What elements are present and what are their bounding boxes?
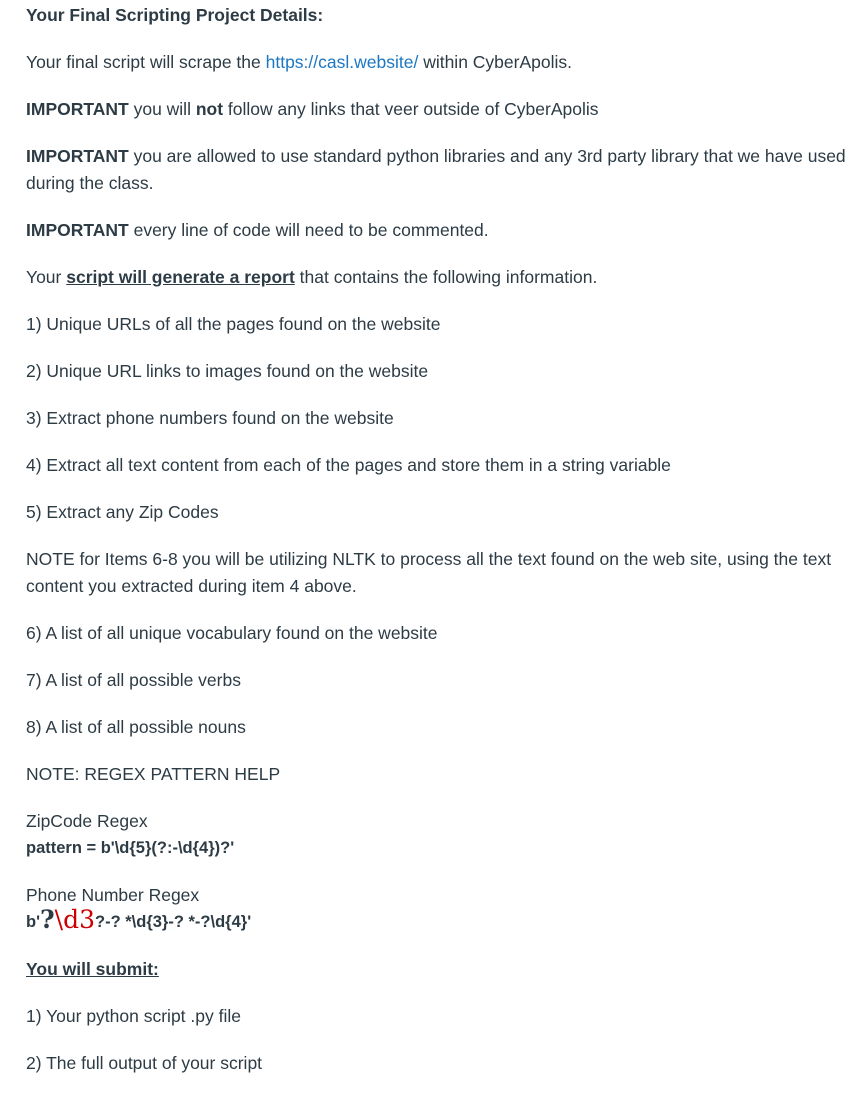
list-item: 1) Your python script .py file: [26, 1006, 241, 1026]
important-text: every line of code will need to be commented.: [128, 220, 489, 240]
report-intro-suffix: that contains the following information.: [294, 267, 598, 287]
phone-regex-tex: \d3: [54, 905, 96, 934]
important-comments-paragraph: [26, 217, 849, 244]
intro-paragraph: [26, 49, 849, 76]
list-item: 5) Extract any Zip Codes: [26, 502, 219, 522]
not-emphasis: not: [195, 99, 224, 119]
important-label: IMPORTANT: [26, 146, 129, 166]
list-item: 8) A list of all possible nouns: [26, 717, 246, 737]
list-item: 3) Extract phone numbers found on the website: [26, 408, 394, 428]
list-item: 7) A list of all possible verbs: [26, 670, 241, 690]
regex-note: NOTE: REGEX PATTERN HELP: [26, 764, 281, 784]
report-emphasis: script will generate a report: [66, 267, 295, 287]
phone-regex-post: ?-? *\d{3}-? *-?\d{4}': [95, 913, 252, 931]
nltk-note: NOTE for Items 6-8 you will be utilizing NLTK to process all the text found on the web site, using the text content you extracted during item 4 above.: [26, 549, 832, 596]
phone-regex-pattern: [26, 905, 849, 936]
list-item: 2) The full output of your script: [26, 1053, 263, 1073]
important-links-paragraph: [26, 96, 849, 123]
casl-website-link[interactable]: https://casl.website/: [265, 52, 419, 72]
phone-regex-question: ?: [40, 905, 55, 934]
important-text: you are allowed to use standard python libraries and any 3rd party library that we have used during the class.: [26, 146, 846, 193]
list-item: 2) Unique URL links to images found on the website: [26, 361, 429, 381]
intro-prefix: Your final script will scrape the: [26, 52, 266, 72]
important-label: IMPORTANT: [26, 220, 129, 240]
report-intro-paragraph: [26, 264, 849, 291]
important-label: IMPORTANT: [26, 99, 129, 119]
important-text: follow any links that veer outside of CyberApolis: [223, 99, 599, 119]
important-text: you will: [128, 99, 196, 119]
list-item: 1) Unique URLs of all the pages found on the website: [26, 314, 441, 334]
list-item: 4) Extract all text content from each of the pages and store them in a string variable: [26, 455, 671, 475]
page-title: Your Final Scripting Project Details:: [26, 5, 324, 25]
phone-regex-block: [26, 882, 849, 936]
important-libraries-paragraph: [26, 143, 849, 197]
report-intro-prefix: Your: [26, 267, 67, 287]
zip-regex-block: [26, 808, 849, 862]
zip-regex-pattern: pattern = b'\d{5}(?:-\d{4})?': [26, 839, 235, 857]
intro-suffix: within CyberApolis.: [418, 52, 572, 72]
zip-regex-label: ZipCode Regex: [26, 811, 148, 831]
phone-regex-pre: b': [26, 913, 41, 931]
submit-heading: [26, 956, 849, 983]
phone-regex-label: Phone Number Regex: [26, 885, 200, 905]
submit-heading-text: You will submit:: [26, 959, 159, 979]
list-item: 6) A list of all unique vocabulary found on the website: [26, 623, 438, 643]
